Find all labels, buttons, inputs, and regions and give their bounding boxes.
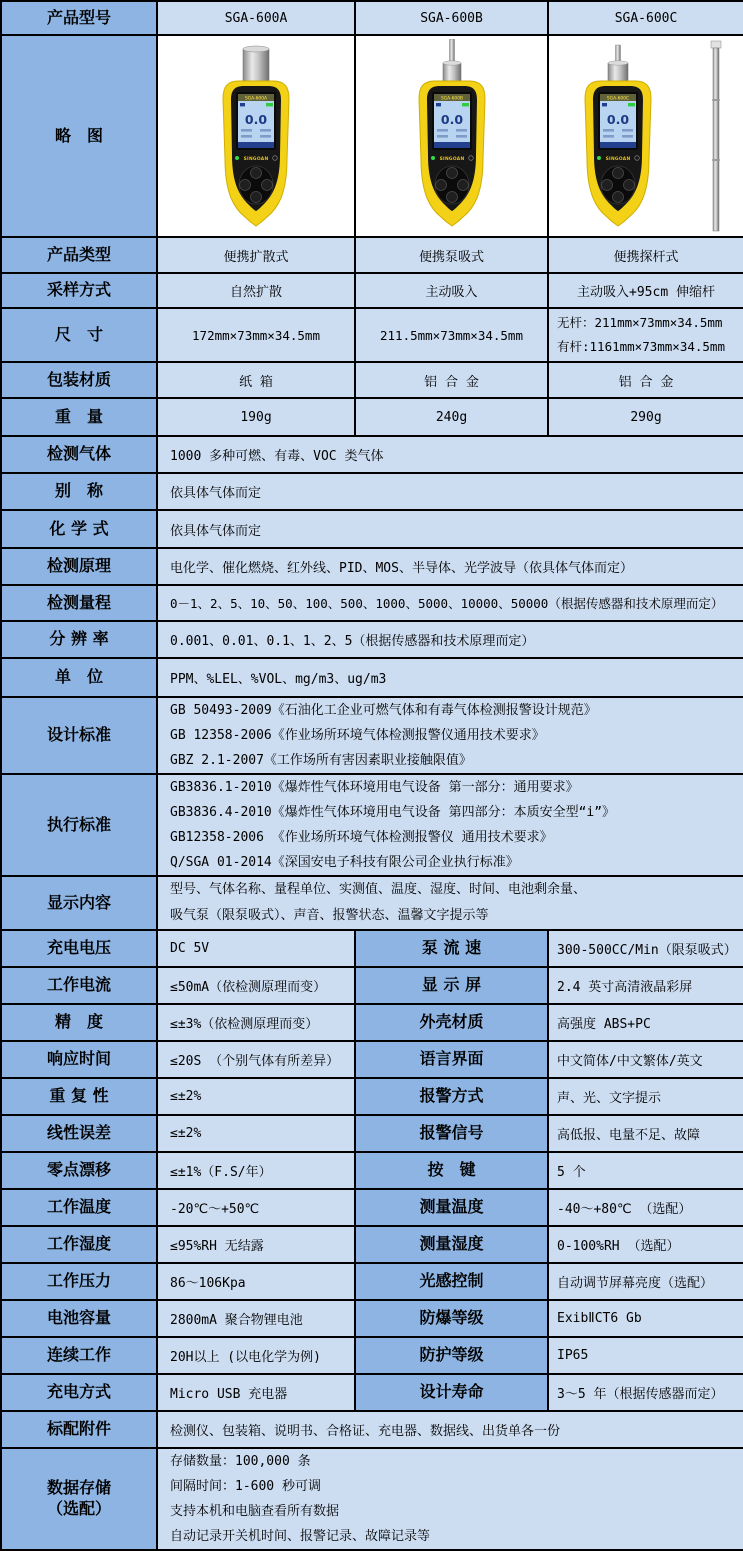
keypad-icon — [239, 166, 273, 204]
design-life-value: 3～5 年（根据传感器而定） — [548, 1374, 743, 1411]
text-line: GB3836.4-2010《爆炸性气体环境用电气设备 第四部分：本质安全型“i”》 — [170, 805, 616, 820]
detected-gas-value: 1000 多种可燃、有毒、VOC 类气体 — [157, 436, 743, 473]
table-row — [1, 436, 743, 473]
product-type-a: 便携扩散式 — [157, 237, 355, 273]
row-label-explosion-proof: 防爆等级 — [355, 1300, 548, 1337]
speaker-icon — [240, 103, 245, 106]
display-content-value — [157, 876, 743, 930]
sketch-cell-c — [548, 35, 743, 237]
text-line: GB 12358-2006《作业场所环境气体检测报警仪通用技术要求》 — [170, 728, 545, 743]
table-row — [1, 876, 743, 930]
battery-icon — [462, 103, 469, 106]
alias-value: 依具体气体而定 — [157, 473, 743, 510]
table-row — [1, 658, 743, 697]
accessories-value: 检测仪、包装箱、说明书、合格证、充电器、数据线、出货单各一份 — [157, 1411, 743, 1448]
table-row — [1, 1337, 743, 1374]
row-label-charging-method: 充电方式 — [1, 1374, 157, 1411]
alarm-mode-value: 声、光、文字提示 — [548, 1078, 743, 1115]
language-value: 中文简体/中文繁体/英文 — [548, 1041, 743, 1078]
pump-flow-value: 300-500CC/Min（限泵吸式） — [548, 930, 743, 967]
zero-drift-value: ≤±1%（F.S/年） — [157, 1152, 355, 1189]
dimensions-c-line1: 无杆：211mm×73mm×34.5mm — [557, 315, 723, 330]
accuracy-value: ≤±3%（依检测原理而变） — [157, 1004, 355, 1041]
table-row — [1, 930, 743, 967]
packaging-a: 纸 箱 — [157, 362, 355, 398]
sampling-c: 主动吸入+95cm 伸缩杆 — [548, 273, 743, 308]
text-line: Q/SGA 01-2014《深国安电子科技有限公司企业执行标准》 — [170, 855, 519, 870]
row-label-protection-level: 防护等级 — [355, 1337, 548, 1374]
table-row — [1, 1152, 743, 1189]
model-name-b: SGA-600B — [355, 1, 548, 35]
battery-icon — [266, 103, 273, 106]
text-line: 存储数量：100,000 条 — [170, 1454, 311, 1469]
row-label-measure-temp: 测量温度 — [355, 1189, 548, 1226]
measure-humidity-value: 0-100%RH （选配） — [548, 1226, 743, 1263]
row-label-zero-drift: 零点漂移 — [1, 1152, 157, 1189]
lcd-screen — [598, 92, 638, 150]
row-label-light-control: 光感控制 — [355, 1263, 548, 1300]
row-label-detection-principle: 检测原理 — [1, 548, 157, 585]
brand-label: SINGOAN — [243, 157, 269, 162]
device-image-sga-600b — [387, 39, 517, 235]
row-label-dimensions: 尺 寸 — [1, 308, 157, 362]
model-name-a: SGA-600A — [157, 1, 355, 35]
screen-reading: 0.0 — [244, 112, 268, 127]
row-label-continuous-work: 连续工作 — [1, 1337, 157, 1374]
chemical-formula-value: 依具体气体而定 — [157, 510, 743, 548]
table-row — [1, 585, 743, 621]
table-row — [1, 273, 743, 308]
table-row — [1, 1374, 743, 1411]
sketch-cell-b — [355, 35, 548, 237]
table-row — [1, 774, 743, 876]
table-row — [1, 967, 743, 1004]
row-label-unit: 单 位 — [1, 658, 157, 697]
row-label-response-time: 响应时间 — [1, 1041, 157, 1078]
row-label-design-standard: 设计标准 — [1, 697, 157, 774]
dimensions-c — [548, 308, 743, 362]
row-label-working-humidity: 工作湿度 — [1, 1226, 157, 1263]
protection-level-value: IP65 — [548, 1337, 743, 1374]
text-line: 自动记录开关机时间、报警记录、故障记录等 — [170, 1529, 431, 1544]
row-label-data-storage — [1, 1448, 157, 1550]
dimensions-b: 211.5mm×73mm×34.5mm — [355, 308, 548, 362]
detection-range-value: 0－1、2、5、10、50、100、500、1000、5000、10000、50000（根据传感器和技术原理而定） — [157, 585, 743, 621]
table-row — [1, 1263, 743, 1300]
data-storage-label-line1: 数据存储 — [46, 1478, 111, 1498]
sampling-a: 自然扩散 — [157, 273, 355, 308]
table-row — [1, 1300, 743, 1337]
lcd-screen — [432, 92, 472, 150]
weight-a: 190g — [157, 398, 355, 436]
svg-text:SGA-600B: SGA-600B — [440, 96, 463, 102]
data-storage-label-line2: （选配） — [46, 1499, 111, 1518]
table-row — [1, 237, 743, 273]
model-name-c: SGA-600C — [548, 1, 743, 35]
charging-method-value: Micro USB 充电器 — [157, 1374, 355, 1411]
linearity-error-value: ≤±2% — [157, 1115, 355, 1152]
exec-standard-value — [157, 774, 743, 876]
design-standard-value — [157, 697, 743, 774]
table-row — [1, 473, 743, 510]
working-temp-value: -20℃～+50℃ — [157, 1189, 355, 1226]
table-row — [1, 1041, 743, 1078]
row-label-resolution: 分 辨 率 — [1, 621, 157, 658]
probe-icon — [443, 39, 461, 81]
display-screen-value: 2.4 英寸高清液晶彩屏 — [548, 967, 743, 1004]
row-label-packaging: 包装材质 — [1, 362, 157, 398]
telescopic-rod-icon — [711, 41, 721, 231]
dimensions-c-line2: 有杆:1161mm×73mm×34.5mm — [557, 339, 725, 354]
table-row — [1, 1078, 743, 1115]
measure-temp-value: -40～+80℃ （选配） — [548, 1189, 743, 1226]
text-line: 支持本机和电脑查看所有数据 — [170, 1504, 340, 1519]
table-row — [1, 1448, 743, 1550]
detection-principle-value: 电化学、催化燃烧、红外线、PID、MOS、半导体、光学波导（依具体气体而定） — [157, 548, 743, 585]
row-label-design-life: 设计寿命 — [355, 1374, 548, 1411]
buttons-value: 5 个 — [548, 1152, 743, 1189]
table-row — [1, 697, 743, 774]
battery-capacity-value: 2800mA 聚合物锂电池 — [157, 1300, 355, 1337]
sampling-b: 主动吸入 — [355, 273, 548, 308]
brand-label: SINGOAN — [439, 157, 464, 162]
row-label-measure-humidity: 测量湿度 — [355, 1226, 548, 1263]
table-row — [1, 548, 743, 585]
text-line: GB 50493-2009《石油化工企业可燃气体和有毒气体检测报警设计规范》 — [170, 703, 597, 718]
svg-text:SGA-600C: SGA-600C — [606, 96, 630, 102]
table-row — [1, 1, 743, 35]
row-label-display-content: 显示内容 — [1, 876, 157, 930]
row-label-working-pressure: 工作压力 — [1, 1263, 157, 1300]
text-line: GB12358-2006 《作业场所环境气体检测报警仪 通用技术要求》 — [170, 830, 553, 845]
speaker-icon — [602, 103, 607, 106]
row-label-language: 语言界面 — [355, 1041, 548, 1078]
row-label-product-model: 产品型号 — [1, 1, 157, 35]
row-label-display-screen: 显 示 屏 — [355, 967, 548, 1004]
working-current-value: ≤50mA（依检测原理而变） — [157, 967, 355, 1004]
row-label-pump-flow: 泵 流 速 — [355, 930, 548, 967]
working-pressure-value: 86～106Kpa — [157, 1263, 355, 1300]
light-control-value: 自动调节屏幕亮度（选配） — [548, 1263, 743, 1300]
packaging-b: 铝 合 金 — [355, 362, 548, 398]
table-row — [1, 510, 743, 548]
working-humidity-value: ≤95%RH 无结露 — [157, 1226, 355, 1263]
row-label-buttons: 按 键 — [355, 1152, 548, 1189]
sketch-cell-a — [157, 35, 355, 237]
led-indicator — [431, 156, 435, 160]
text-line: 间隔时间：1-600 秒可调 — [170, 1479, 321, 1494]
explosion-proof-value: ExibⅡCT6 Gb — [548, 1300, 743, 1337]
row-label-alarm-signal: 报警信号 — [355, 1115, 548, 1152]
row-label-detected-gas: 检测气体 — [1, 436, 157, 473]
text-line: 型号、气体名称、量程单位、实测值、温度、湿度、时间、电池剩余量、 — [170, 882, 587, 897]
led-indicator — [597, 156, 601, 160]
speaker-icon — [436, 103, 441, 106]
table-row — [1, 398, 743, 436]
row-label-working-temp: 工作温度 — [1, 1189, 157, 1226]
row-label-accessories: 标配附件 — [1, 1411, 157, 1448]
product-type-c: 便携探杆式 — [548, 237, 743, 273]
row-label-battery-capacity: 电池容量 — [1, 1300, 157, 1337]
device-image-sga-600c — [553, 39, 739, 235]
resolution-value: 0.001、0.01、0.1、1、2、5（根据传感器和技术原理而定） — [157, 621, 743, 658]
sensor-cap-icon — [243, 46, 269, 81]
response-time-value: ≤20S （个别气体有所差异） — [157, 1041, 355, 1078]
table-row — [1, 362, 743, 398]
row-label-repeatability: 重 复 性 — [1, 1078, 157, 1115]
packaging-c: 铝 合 金 — [548, 362, 743, 398]
row-label-product-type: 产品类型 — [1, 237, 157, 273]
text-line: GB3836.1-2010《爆炸性气体环境用电气设备 第一部分：通用要求》 — [170, 780, 579, 795]
row-label-sketch: 略 图 — [1, 35, 157, 237]
row-label-accuracy: 精 度 — [1, 1004, 157, 1041]
screen-reading: 0.0 — [606, 112, 630, 127]
text-line: 吸气泵（限泵吸式）、声音、报警状态、温馨文字提示等 — [170, 908, 489, 923]
row-label-alias: 别 称 — [1, 473, 157, 510]
keypad-icon — [435, 166, 469, 204]
weight-b: 240g — [355, 398, 548, 436]
device-image-sga-600a — [191, 39, 321, 235]
row-label-exec-standard: 执行标准 — [1, 774, 157, 876]
table-row — [1, 1004, 743, 1041]
table-row — [1, 308, 743, 362]
shell-material-value: 高强度 ABS+PC — [548, 1004, 743, 1041]
screen-reading: 0.0 — [440, 112, 463, 127]
data-storage-value — [157, 1448, 743, 1550]
svg-text:SGA-600A: SGA-600A — [244, 96, 268, 102]
table-row — [1, 1226, 743, 1263]
weight-c: 290g — [548, 398, 743, 436]
row-label-weight: 重 量 — [1, 398, 157, 436]
table-row — [1, 1189, 743, 1226]
probe-icon — [608, 45, 628, 81]
continuous-work-value: 20H以上 (以电化学为例) — [157, 1337, 355, 1374]
text-line: GBZ 2.1-2007《工作场所有害因素职业接触限值》 — [170, 753, 472, 768]
unit-value: PPM、%LEL、%VOL、mg/m3、ug/m3 — [157, 658, 743, 697]
row-label-chemical-formula: 化 学 式 — [1, 510, 157, 548]
brand-label: SINGOAN — [605, 157, 631, 162]
table-row — [1, 1115, 743, 1152]
product-type-b: 便携泵吸式 — [355, 237, 548, 273]
repeatability-value: ≤±2% — [157, 1078, 355, 1115]
table-row — [1, 1411, 743, 1448]
keypad-icon — [601, 166, 635, 204]
charging-voltage-value: DC 5V — [157, 930, 355, 967]
row-label-detection-range: 检测量程 — [1, 585, 157, 621]
row-label-shell-material: 外壳材质 — [355, 1004, 548, 1041]
lcd-screen — [236, 92, 276, 150]
table-row — [1, 35, 743, 237]
alarm-signal-value: 高低报、电量不足、故障 — [548, 1115, 743, 1152]
table-row — [1, 621, 743, 658]
row-label-working-current: 工作电流 — [1, 967, 157, 1004]
battery-icon — [628, 103, 635, 106]
row-label-linearity-error: 线性误差 — [1, 1115, 157, 1152]
led-indicator — [235, 156, 239, 160]
row-label-alarm-mode: 报警方式 — [355, 1078, 548, 1115]
row-label-charging-voltage: 充电电压 — [1, 930, 157, 967]
dimensions-a: 172mm×73mm×34.5mm — [157, 308, 355, 362]
row-label-sampling: 采样方式 — [1, 273, 157, 308]
